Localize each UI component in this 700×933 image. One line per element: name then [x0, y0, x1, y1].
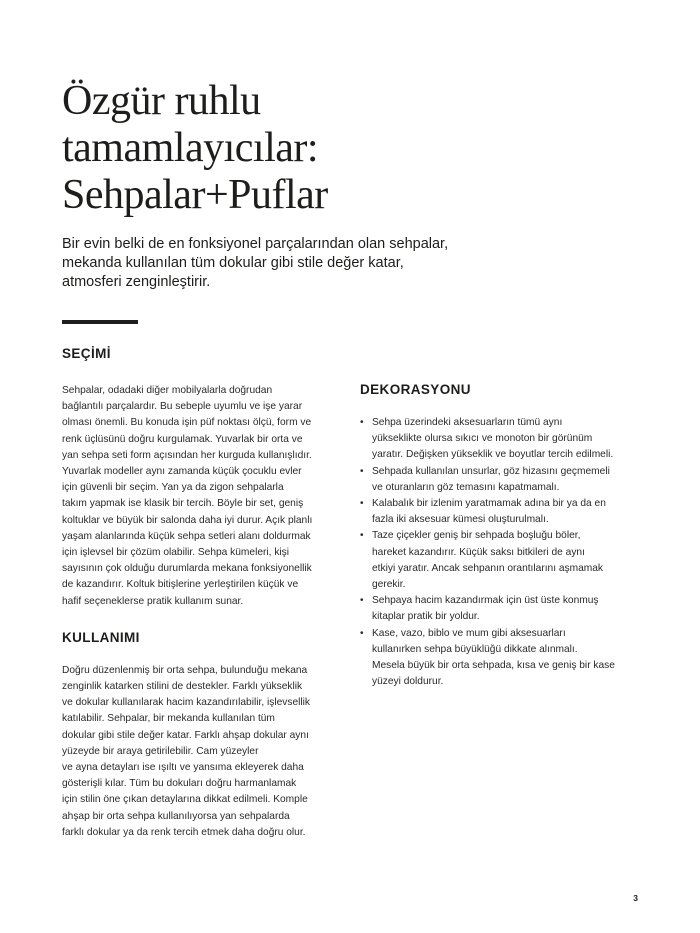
text-line: • Sehpa üzerindeki aksesuarların tümü aynı [372, 417, 563, 428]
text-line: ve dokular kullanılarak hacim kazandırılabilir, işlevsellik [62, 697, 311, 709]
left-column [62, 346, 347, 841]
page-number: 3 [633, 893, 638, 903]
text-line: yükseklikte olursa sıkıcı ve monoton bir görünüm [372, 433, 593, 445]
text-line: de kazandırır. Koltuk bitişlerine yerleştirilen küçük ve [62, 579, 299, 591]
title-line: Sehpalar+Puflar [62, 172, 328, 218]
list-item [360, 593, 650, 625]
page-title [62, 78, 622, 219]
lead-line: mekanda kullanılan tüm dokular gibi stile değer katar, [62, 255, 404, 271]
divider-rule [62, 320, 138, 324]
secimi-paragraph [62, 383, 347, 610]
list-item [360, 496, 650, 528]
text-line: • Kalabalık bir izlenim yaratmamak adına bir ya da en [372, 498, 606, 510]
text-line: fazla iki aksesuar kümesi oluşturulmalı. [372, 514, 549, 526]
text-line: için stilin öne çıkan detaylarına dikkat edilmeli. Komple [62, 794, 308, 806]
text-line: bağlantılı parçalardır. Bu sebeple uyumlu ve işe yarar [62, 401, 303, 413]
section-heading-secimi: SEÇİMİ [62, 346, 111, 361]
text-line: ve oturanların göz temasını kapatmamalı. [372, 481, 560, 493]
text-line: koltuklar ve büyük bir salonda daha iyi durur. Açık planlı [62, 514, 313, 526]
lead-line: Bir evin belki de en fonksiyonel parçalarından olan sehpalar, [62, 236, 449, 252]
text-line: hafif seçeneklerse pratik kullanım sunar. [62, 595, 244, 607]
title-line: tamamlayıcılar: [62, 125, 319, 171]
text-line: için güvenli bir seçim. Yan ya da zigon sehpalarla [62, 482, 284, 494]
text-line: yaratır. Değişken yükseklik ve boyutlar tercih edilmeli. [372, 449, 614, 461]
text-line: gösterişli kılar. Tüm bu dokuları doğru harmanlamak [62, 778, 297, 790]
list-item [360, 528, 650, 593]
text-line: ve ayna detayları ise ışıltı ve yansıma ekleyerek daha [62, 762, 304, 774]
text-line: ahşap bir orta sehpa kullanılıyorsa yan sehpalarda [62, 810, 290, 822]
text-line: yüzeyde bir araya getirilebilir. Cam yüzeyler [62, 745, 259, 757]
text-line: gerekir. [372, 579, 406, 591]
text-line: etkiyi yaratır. Ancak sehpanın orantılarını aşmamak [372, 562, 604, 574]
text-line: renk üçlüsünü doğru kurgulamak. Yuvarlak bir orta ve [62, 433, 303, 445]
title-line: Özgür ruhlu [62, 78, 261, 124]
text-line: hareket kazandırır. Küçük saksı bitkileri de aynı [372, 546, 585, 558]
text-line: olması önemli. Bu konuda işin püf noktası ölçü, form ve [62, 417, 312, 429]
section-heading-kullanimi: KULLANIMI [62, 629, 140, 645]
text-line: takım yapmak ise klasik bir tercih. Böyle bir set, geniş [62, 498, 304, 510]
text-line: • Taze çiçekler geniş bir sehpada boşluğu böler, [372, 530, 581, 542]
lead-line: atmosferi zenginleştirir. [62, 274, 211, 290]
dekorasyonu-list [360, 415, 650, 690]
text-line: • Sehpaya hacim kazandırmak için üst üste konmuş [372, 595, 599, 607]
text-line: yan sehpa seti form açısından her kurguda kullanışlıdır. [62, 449, 312, 461]
text-line: kullanırken sehpa büyüklüğü dikkate alınmalı. [372, 643, 578, 655]
text-line: Doğru düzenlenmiş bir orta sehpa, bulunduğu mekana [62, 664, 308, 676]
text-line: Yuvarlak modeller aynı zamanda küçük çocuklu evler [62, 466, 302, 478]
text-line: yaşam alanlarında küçük sehpa setleri alanı doldurmak [62, 530, 311, 542]
text-line: katılabilir. Sehpalar, bir mekanda kullanılan tüm [62, 713, 275, 725]
text-line: Sehpalar, odadaki diğer mobilyalarla doğrudan [62, 385, 273, 396]
kullanimi-paragraph [62, 663, 347, 841]
right-column [360, 382, 650, 690]
text-line: • Kase, vazo, biblo ve mum gibi aksesuarları [372, 627, 566, 639]
text-line: zenginlik katarken stilini de destekler. Farklı yükseklik [62, 681, 303, 693]
text-line: sayısının çok olduğu durumlarda mekana fonksiyonellik [62, 563, 312, 575]
list-item [360, 415, 650, 464]
lead-paragraph [62, 235, 482, 292]
text-line: • Sehpada kullanılan unsurlar, göz hizasını geçmemeli [372, 465, 610, 477]
text-line: farklı dokular ya da renk tercih etmek daha doğru olur. [62, 826, 306, 838]
list-item [360, 464, 650, 496]
text-line: dokular gibi stile değer katar. Farklı ahşap dokular aynı [62, 729, 309, 741]
text-line: yüzeyi doldurur. [372, 676, 444, 688]
text-line: Mesela büyük bir orta sehpada, kısa ve geniş bir kase [372, 660, 615, 672]
text-line: için işlevsel bir çözüm olabilir. Sehpa kümeleri, kişi [62, 547, 290, 559]
section-heading-dekorasyonu: DEKORASYONU [360, 382, 471, 397]
list-item [360, 626, 650, 691]
text-line: kitaplar pratik bir yoldur. [372, 611, 480, 623]
